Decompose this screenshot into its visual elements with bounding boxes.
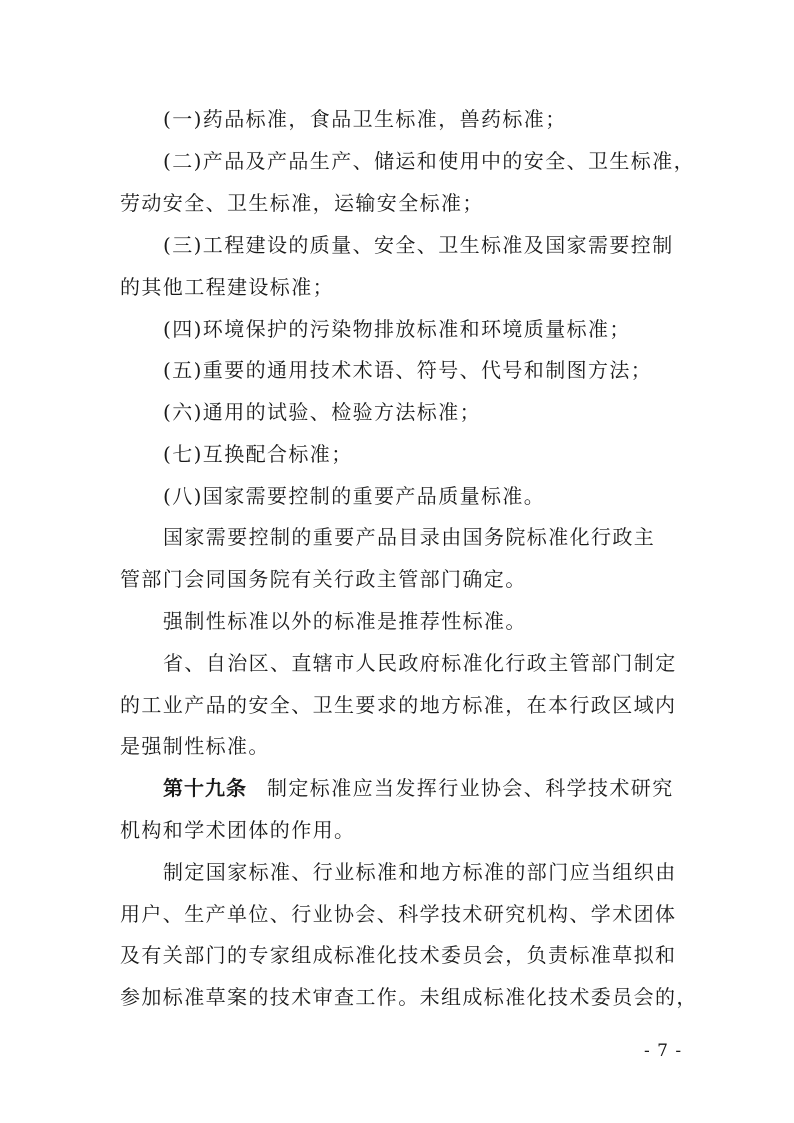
paragraph-line: 用户、生产单位、行业协会、科学技术研究机构、学术团体 <box>120 902 677 926</box>
paragraph-line: (八)国家需要控制的重要产品质量标准。 <box>163 484 546 508</box>
paragraph-line: (三)工程建设的质量、安全、卫生标准及国家需要控制 <box>163 233 674 257</box>
paragraph-line: 劳动安全、卫生标准，运输安全标准； <box>120 191 484 215</box>
paragraph-line: 的其他工程建设标准； <box>120 275 334 299</box>
paragraph-line: 及有关部门的专家组成标准化技术委员会，负责标准草拟和 <box>120 943 677 967</box>
paragraph-line: (四)环境保护的污染物排放标准和环境质量标准； <box>163 317 631 341</box>
paragraph-line: 国家需要控制的重要产品目录由国务院标准化行政主 <box>163 525 656 549</box>
paragraph-line: 管部门会同国务院有关行政主管部门确定。 <box>120 567 527 591</box>
paragraph-line: (二)产品及产品生产、储运和使用中的安全、卫生标准， <box>163 149 696 173</box>
article-number: 第十九条 <box>163 776 247 800</box>
paragraph-line: (六)通用的试验、检验方法标准； <box>163 400 482 424</box>
paragraph-line: 机构和学术团体的作用。 <box>120 818 356 842</box>
page-number: - 7 - <box>644 1041 683 1061</box>
paragraph-line: 省、自治区、直辖市人民政府标准化行政主管部门制定 <box>163 651 677 675</box>
paragraph-line: 的工业产品的安全、卫生要求的地方标准，在本行政区域内 <box>120 693 677 717</box>
paragraph-line: (七)互换配合标准； <box>163 442 353 466</box>
paragraph-line: 制定国家标准、行业标准和地方标准的部门应当组织由 <box>163 860 677 884</box>
paragraph-line: 参加标准草案的技术审查工作。未组成标准化技术委员会的， <box>120 985 698 1009</box>
paragraph-line: 是强制性标准。 <box>120 734 270 758</box>
paragraph-line: (五)重要的通用技术术语、符号、代号和制图方法； <box>163 358 653 382</box>
paragraph-line: (一)药品标准，食品卫生标准，兽药标准； <box>163 107 567 131</box>
paragraph-line: 强制性标准以外的标准是推荐性标准。 <box>163 609 527 633</box>
paragraph-line-text: 制定标准应当发挥行业协会、科学技术研究 <box>267 776 674 800</box>
article-line <box>163 775 674 801</box>
